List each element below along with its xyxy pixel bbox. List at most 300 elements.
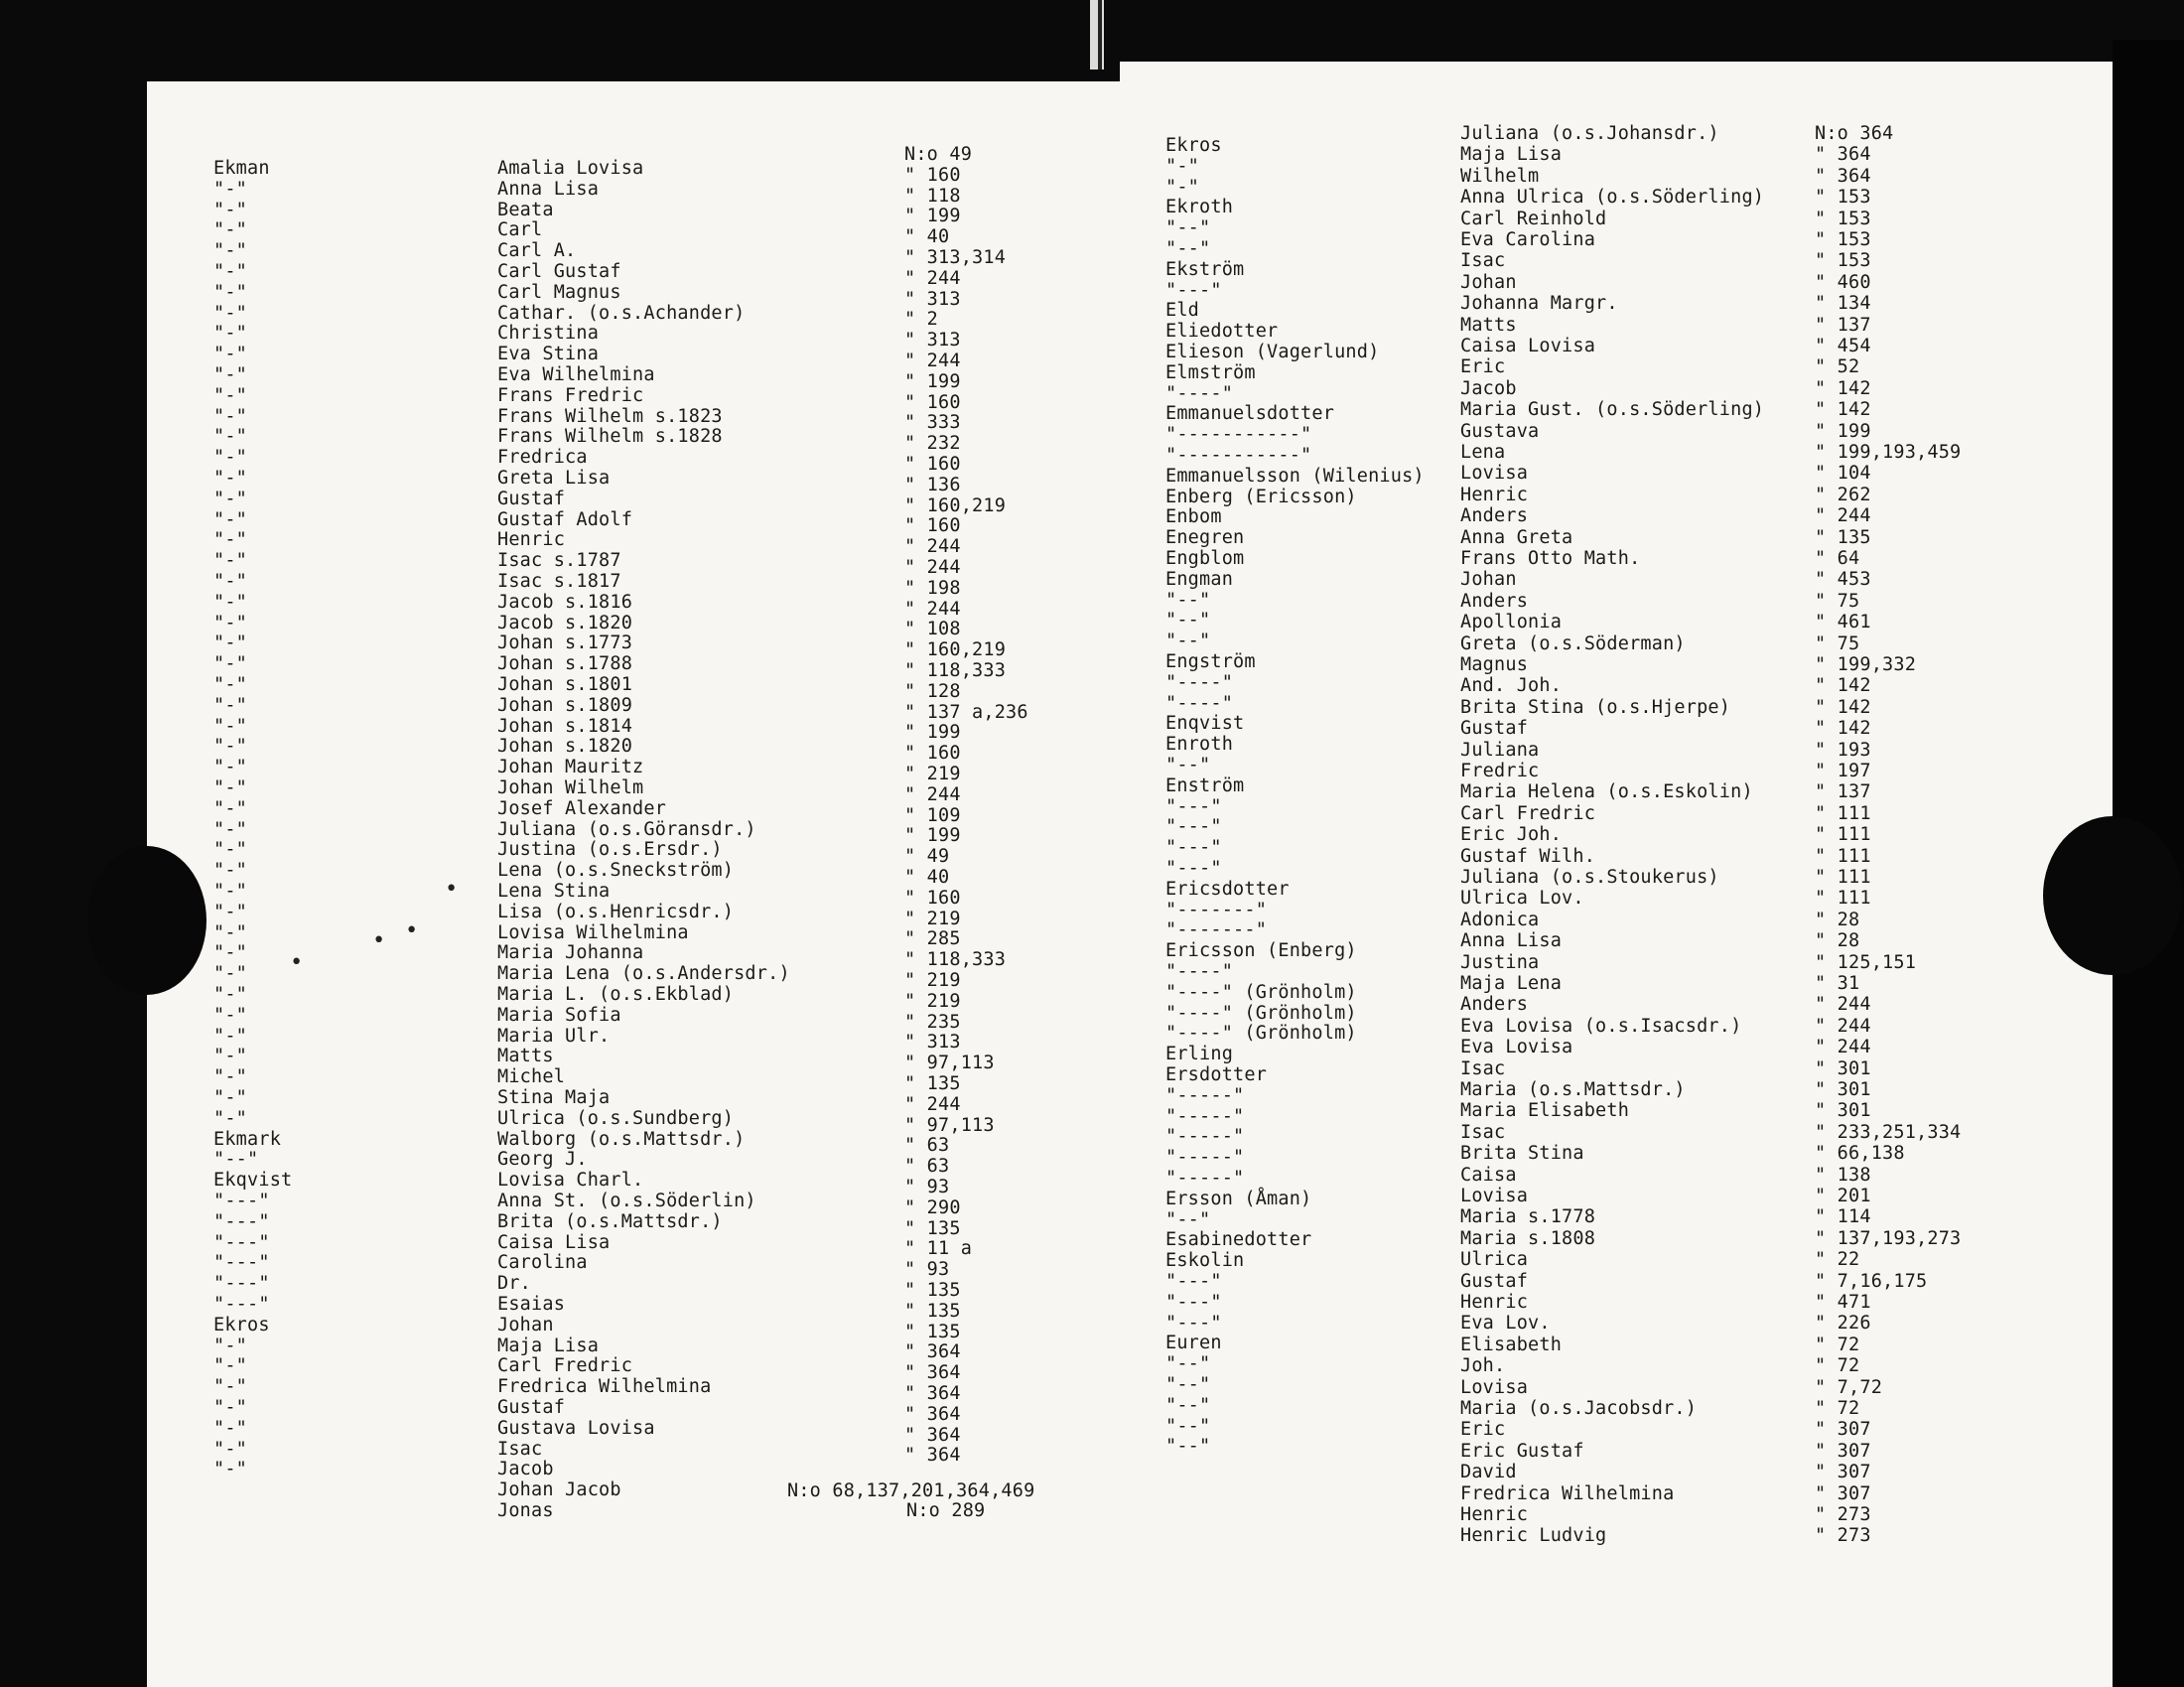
index-entry: Jacob — [1460, 377, 1517, 399]
index-entry: "-" — [213, 302, 248, 324]
index-entry: " 307 — [1815, 1482, 1871, 1504]
index-entry: Ekman — [213, 158, 270, 179]
index-entry: "---" — [213, 1191, 270, 1211]
index-entry: Lena (o.s.Sneckström) — [497, 860, 735, 882]
index-entry: Gustaf — [497, 488, 566, 509]
index-entry: " 2 — [904, 309, 939, 331]
index-entry: "-" — [213, 384, 248, 406]
index-entry: " 160 — [904, 515, 961, 537]
index-entry: Isac — [1460, 250, 1506, 272]
index-entry: " 232 — [904, 433, 961, 455]
index-entry: Juliana — [1460, 739, 1540, 761]
index-entry: Johan s.1773 — [497, 633, 633, 654]
ink-dot: • — [445, 877, 459, 902]
index-entry: "-----------" — [1165, 445, 1312, 466]
index-entry: " 111 — [1815, 824, 1871, 846]
index-entry: Gustava — [1460, 420, 1540, 442]
index-entry: Eva Carolina — [1460, 229, 1596, 250]
index-entry: Justina — [1460, 951, 1540, 973]
index-entry: "-" — [213, 984, 248, 1005]
index-entry: Apollonia — [1460, 612, 1563, 633]
index-entry: Johan s.1814 — [497, 715, 633, 737]
index-entry: Eric — [1460, 1419, 1506, 1441]
index-entry: Maria Gust. (o.s.Söderling) — [1460, 399, 1765, 421]
index-entry: Maria (o.s.Jacobsdr.) — [1460, 1398, 1698, 1419]
index-entry: " 313 — [904, 288, 961, 310]
index-entry: Carl Fredric — [1460, 802, 1596, 824]
index-entry: Ulrica (o.s.Sundberg) — [497, 1107, 735, 1129]
index-entry: Gustaf — [497, 1397, 566, 1418]
index-entry: " 7,16,175 — [1815, 1270, 1928, 1292]
index-entry: Carl Fredric — [497, 1355, 633, 1377]
index-entry: Johan s.1801 — [497, 674, 633, 695]
index-entry: Engström — [1165, 651, 1256, 672]
index-entry: Eva Stina — [497, 344, 600, 365]
index-entry: " 118,333 — [904, 949, 1007, 971]
index-entry: Ekström — [1165, 258, 1245, 280]
index-entry: "-" — [213, 1004, 248, 1026]
index-entry: Brita Stina (o.s.Hjerpe) — [1460, 696, 1731, 718]
index-entry: " 111 — [1815, 845, 1871, 867]
index-entry: " 97,113 — [904, 1053, 995, 1074]
index-entry: "---" — [1165, 816, 1222, 838]
index-entry: " 66,138 — [1815, 1143, 1905, 1165]
index-entry: Josef Alexander — [497, 797, 667, 819]
index-entry: Matts — [1460, 314, 1517, 336]
index-entry: Frans Otto Math. — [1460, 548, 1641, 569]
index-entry: " 364 — [1815, 165, 1871, 187]
index-entry: " 93 — [904, 1177, 950, 1197]
extra-reference-1: N:o 68,137,201,364,469 — [787, 1480, 1035, 1501]
index-entry: " 114 — [1815, 1206, 1871, 1228]
index-entry: " 108 — [904, 619, 961, 640]
index-entry: " 364 — [904, 1424, 961, 1446]
index-entry: Enström — [1165, 774, 1245, 796]
index-entry: "-" — [213, 674, 248, 695]
ink-dot: • — [405, 918, 419, 943]
index-entry: Brita (o.s.Mattsdr.) — [497, 1210, 723, 1232]
index-entry: Ekroth — [1165, 197, 1234, 218]
index-entry: " 31 — [1815, 973, 1860, 994]
index-entry: Ekmark — [213, 1128, 282, 1150]
index-entry: "-" — [213, 550, 248, 572]
index-entry: " 244 — [1815, 1015, 1871, 1037]
index-entry: "-" — [213, 653, 248, 675]
index-entry: Lovisa Wilhelmina — [497, 921, 689, 943]
index-entry: "---" — [213, 1231, 270, 1253]
index-entry: "-----" — [1165, 1105, 1245, 1127]
index-entry: Lovisa — [1460, 1186, 1529, 1206]
index-entry: " 233,251,334 — [1815, 1121, 1962, 1143]
index-entry: Gustaf Adolf — [497, 508, 633, 530]
index-entry: "-" — [213, 1355, 248, 1377]
index-entry: "-" — [213, 1417, 248, 1439]
index-entry: " 197 — [1815, 761, 1871, 781]
index-entry: " 135 — [1815, 526, 1871, 548]
index-entry: "---" — [1165, 837, 1222, 859]
index-entry: "-" — [213, 529, 248, 551]
index-entry: Gustava Lovisa — [497, 1417, 655, 1439]
index-entry: Adonica — [1460, 909, 1540, 930]
index-entry: " 97,113 — [904, 1114, 995, 1136]
index-entry: " 75 — [1815, 590, 1860, 612]
index-entry: Frans Fredric — [497, 384, 644, 406]
index-entry: Anna Lisa — [497, 178, 600, 200]
index-entry: Jacob — [497, 1459, 554, 1480]
index-entry: "-" — [213, 1046, 248, 1067]
index-entry: " 142 — [1815, 399, 1871, 421]
index-entry: "---" — [1165, 1271, 1222, 1292]
index-entry: " 273 — [1815, 1525, 1871, 1547]
index-entry: Fredrica — [497, 447, 588, 469]
index-entry: Anna Ulrica (o.s.Söderling) — [1460, 187, 1765, 209]
index-entry: " 219 — [904, 908, 961, 929]
index-entry: "--" — [213, 1149, 259, 1171]
index-entry: Johan — [497, 1314, 554, 1336]
index-entry: Eric — [1460, 356, 1506, 378]
index-entry: Enegren — [1165, 527, 1245, 549]
index-entry: " 199 — [1815, 420, 1871, 442]
index-entry: "-" — [213, 219, 248, 241]
index-entry: "-" — [213, 364, 248, 385]
left-page — [147, 81, 1120, 1687]
index-entry: Euren — [1165, 1333, 1222, 1354]
index-entry: Esaias — [497, 1294, 566, 1315]
index-entry: " 72 — [1815, 1355, 1860, 1377]
index-entry: " 153 — [1815, 229, 1871, 250]
index-entry: " 364 — [904, 1341, 961, 1363]
index-entry: "---" — [213, 1252, 270, 1274]
index-entry: "-" — [213, 1025, 248, 1047]
index-entry: Henric — [1460, 484, 1529, 505]
index-entry: " 52 — [1815, 356, 1860, 378]
index-entry: Henric — [497, 529, 566, 551]
index-entry: "-" — [213, 240, 248, 262]
index-entry: "-" — [213, 921, 248, 943]
index-entry: Lovisa — [1460, 1376, 1529, 1398]
index-entry: " 235 — [904, 1011, 961, 1033]
index-entry: " 471 — [1815, 1292, 1871, 1313]
index-entry: Johan Mauritz — [497, 757, 644, 778]
index-entry: Carl Gustaf — [497, 261, 621, 282]
index-entry: Erling — [1165, 1044, 1234, 1065]
index-entry: "-" — [213, 881, 248, 902]
index-entry: "--" — [1165, 1374, 1211, 1395]
index-entry: Gustaf Wilh. — [1460, 845, 1596, 867]
index-entry: " 160 — [904, 454, 961, 475]
index-entry: "-" — [213, 694, 248, 716]
index-entry: Ekros — [213, 1314, 270, 1336]
index-entry: "----" (Grönholm) — [1165, 1023, 1357, 1045]
index-entry: Ersson (Åman) — [1165, 1188, 1312, 1209]
index-entry: " 135 — [904, 1217, 961, 1239]
index-entry: "--" — [1165, 1208, 1211, 1230]
index-entry: " 244 — [904, 557, 961, 578]
index-entry: "---" — [1165, 279, 1222, 301]
index-entry: "-" — [213, 1335, 248, 1356]
index-entry: "----" — [1165, 671, 1234, 693]
index-entry: " 111 — [1815, 867, 1871, 888]
index-entry: Isac s.1817 — [497, 571, 621, 592]
index-entry: " 364 — [904, 1403, 961, 1425]
index-entry: " 118,333 — [904, 660, 1007, 681]
index-entry: " 137 — [1815, 314, 1871, 336]
right-page — [1120, 62, 2113, 1687]
index-entry: " 142 — [1815, 718, 1871, 740]
ink-dot: • — [290, 950, 304, 975]
index-entry: Emmanuelsson (Wilenius) — [1165, 465, 1425, 487]
index-entry: "-" — [213, 468, 248, 489]
index-entry: Johan s.1809 — [497, 694, 633, 716]
index-entry: Ericsson (Enberg) — [1165, 940, 1357, 962]
index-entry: " 135 — [904, 1300, 961, 1322]
index-entry: "---" — [213, 1210, 270, 1232]
index-entry: " 111 — [1815, 802, 1871, 824]
index-entry: Maria Lena (o.s.Andersdr.) — [497, 963, 790, 985]
index-entry: Matts — [497, 1046, 554, 1067]
index-entry: "-" — [213, 199, 248, 220]
index-entry: Maria s.1778 — [1460, 1206, 1596, 1228]
index-entry: " 219 — [904, 970, 961, 991]
index-entry: " 7,72 — [1815, 1376, 1883, 1398]
index-entry: " 454 — [1815, 336, 1871, 356]
index-entry: Carl Magnus — [497, 281, 621, 303]
index-entry: "-" — [1165, 155, 1200, 177]
index-entry: Johanna Margr. — [1460, 293, 1618, 315]
index-entry: " 160 — [904, 887, 961, 909]
index-entry: Maja Lisa — [1460, 144, 1563, 166]
index-entry: " 364 — [904, 1445, 961, 1467]
index-entry: " 22 — [1815, 1249, 1860, 1271]
binding-hole — [87, 846, 206, 995]
index-entry: Henric — [1460, 1292, 1529, 1313]
index-entry: " 142 — [1815, 675, 1871, 697]
index-entry: "---" — [1165, 858, 1222, 879]
index-entry: Eva Wilhelmina — [497, 364, 655, 385]
index-entry: Enqvist — [1165, 713, 1245, 735]
index-entry: "-" — [213, 261, 248, 282]
index-entry: " 198 — [904, 577, 961, 599]
index-entry: Johan Jacob — [497, 1479, 621, 1501]
index-entry: " 301 — [1815, 1057, 1871, 1079]
index-entry: "--" — [1165, 631, 1211, 652]
index-entry: "-" — [213, 1107, 248, 1129]
index-entry: "----" — [1165, 692, 1234, 714]
index-entry: " 118 — [904, 185, 961, 207]
index-entry: Joh. — [1460, 1355, 1506, 1377]
index-entry: "-" — [213, 963, 248, 985]
index-entry: "-----" — [1165, 1168, 1245, 1189]
index-entry: Lovisa Charl. — [497, 1170, 644, 1192]
index-entry: " 135 — [904, 1073, 961, 1094]
index-entry: "-" — [213, 901, 248, 922]
index-entry: Eric Gustaf — [1460, 1440, 1584, 1462]
index-entry: "-" — [213, 1087, 248, 1108]
binding-hole — [2043, 816, 2182, 975]
index-entry: Isac — [1460, 1121, 1506, 1143]
index-entry: "-" — [213, 633, 248, 654]
index-entry: Maria s.1808 — [1460, 1227, 1596, 1249]
index-entry: " 262 — [1815, 484, 1871, 505]
index-entry: " 199,332 — [1815, 654, 1917, 675]
index-entry: " 313 — [904, 330, 961, 351]
index-entry: Maria Sofia — [497, 1004, 621, 1026]
index-entry: " 142 — [1815, 377, 1871, 399]
index-entry: "-" — [213, 281, 248, 303]
index-entry: Johan s.1788 — [497, 653, 633, 675]
index-entry: "-" — [213, 715, 248, 737]
index-entry: " 160 — [904, 391, 961, 413]
index-entry: " 364 — [904, 1362, 961, 1384]
index-entry: Ulrica Lov. — [1460, 888, 1584, 910]
index-entry: Michel — [497, 1066, 566, 1088]
index-entry: Cathar. (o.s.Achander) — [497, 302, 746, 324]
index-entry: David — [1460, 1462, 1517, 1483]
index-entry: " 193 — [1815, 739, 1871, 761]
index-entry: Emmanuelsdotter — [1165, 403, 1335, 425]
index-entry: "-" — [213, 777, 248, 798]
index-entry: Elmström — [1165, 361, 1256, 383]
index-entry: "--" — [1165, 1436, 1211, 1458]
index-entry: Beata — [497, 199, 554, 220]
index-entry: Johan — [1460, 569, 1517, 591]
index-entry: " 111 — [1815, 888, 1871, 910]
index-entry: " 244 — [1815, 505, 1871, 527]
index-entry: Engblom — [1165, 548, 1245, 569]
index-entry: " 461 — [1815, 612, 1871, 633]
index-entry: " 93 — [904, 1259, 950, 1281]
index-entry: Carl Reinhold — [1460, 208, 1607, 229]
index-entry: " 28 — [1815, 909, 1860, 930]
index-entry: Juliana (o.s.Göransdr.) — [497, 818, 756, 840]
index-entry: Eva Lov. — [1460, 1313, 1551, 1335]
index-entry: "-" — [213, 797, 248, 819]
index-entry: Georg J. — [497, 1149, 588, 1171]
index-entry: " 460 — [1815, 271, 1871, 293]
index-entry: " 160 — [904, 164, 961, 186]
index-entry: Isac — [497, 1438, 543, 1460]
index-entry: Isac — [1460, 1057, 1506, 1079]
index-entry: "-" — [213, 757, 248, 778]
index-entry: N:o 364 — [1815, 123, 1894, 144]
index-entry: " 199 — [904, 825, 961, 847]
index-entry: " 333 — [904, 412, 961, 434]
index-entry: " 104 — [1815, 463, 1871, 485]
index-entry: " 244 — [904, 267, 961, 289]
index-entry: Gustaf — [1460, 1270, 1529, 1292]
index-entry: Elisabeth — [1460, 1334, 1563, 1355]
index-entry: Anna Greta — [1460, 526, 1573, 548]
index-entry: " 160 — [904, 743, 961, 765]
ink-dot: • — [372, 928, 386, 953]
index-entry: "----" (Grönholm) — [1165, 1002, 1357, 1024]
index-entry: Eskolin — [1165, 1250, 1245, 1272]
index-entry: "-" — [213, 405, 248, 427]
index-entry: Maja Lena — [1460, 973, 1563, 994]
index-entry: "-" — [213, 818, 248, 840]
index-entry: " 285 — [904, 928, 961, 950]
index-entry: Eliedotter — [1165, 321, 1279, 343]
index-entry: Lena Stina — [497, 881, 611, 902]
index-entry: " 307 — [1815, 1419, 1871, 1441]
index-entry: "-" — [213, 426, 248, 448]
extra-reference-2: N:o 289 — [906, 1500, 986, 1521]
index-entry: Carolina — [497, 1252, 588, 1274]
index-entry: " 226 — [1815, 1313, 1871, 1335]
index-entry: " 290 — [904, 1196, 961, 1218]
index-entry: " 72 — [1815, 1334, 1860, 1355]
index-entry: Ulrica — [1460, 1249, 1529, 1271]
index-entry: Maria (o.s.Mattsdr.) — [1460, 1079, 1686, 1100]
index-entry: " 244 — [904, 1093, 961, 1115]
index-entry: " 128 — [904, 680, 961, 702]
index-entry: Johan Wilhelm — [497, 777, 644, 798]
index-entry: Eva Lovisa (o.s.Isacsdr.) — [1460, 1015, 1742, 1037]
index-entry: " 40 — [904, 226, 950, 248]
index-entry: Elieson (Vagerlund) — [1165, 342, 1380, 362]
index-entry: Lena — [1460, 442, 1506, 463]
index-entry: Brita Stina — [1460, 1143, 1584, 1165]
index-entry: Fredrica Wilhelmina — [497, 1376, 712, 1398]
index-entry: "-------" — [1165, 919, 1268, 941]
index-entry: "-" — [213, 1397, 248, 1418]
index-entry: Lovisa — [1460, 463, 1529, 485]
index-entry: " 301 — [1815, 1079, 1871, 1100]
index-entry: Carl — [497, 219, 543, 241]
index-entry: "-" — [213, 1066, 248, 1088]
index-entry: Christina — [497, 323, 600, 345]
index-entry: Lisa (o.s.Henricsdr.) — [497, 901, 735, 922]
index-entry: " 136 — [904, 474, 961, 495]
index-entry: Carl A. — [497, 240, 577, 262]
index-entry: Johan — [1460, 271, 1517, 293]
index-entry: Johan s.1820 — [497, 736, 633, 758]
index-entry: " 125,151 — [1815, 951, 1917, 973]
index-entry: " 64 — [1815, 548, 1860, 569]
index-entry: " 153 — [1815, 250, 1871, 272]
index-entry: Frans Wilhelm s.1823 — [497, 405, 723, 427]
index-entry: " 153 — [1815, 208, 1871, 229]
index-entry: " 201 — [1815, 1186, 1871, 1206]
index-entry: "--" — [1165, 217, 1211, 239]
index-entry: Caisa — [1460, 1164, 1517, 1186]
index-entry: Henric — [1460, 1504, 1529, 1525]
index-entry: "--" — [1165, 610, 1211, 632]
index-entry: " 63 — [904, 1135, 950, 1157]
index-entry: " 313 — [904, 1032, 961, 1054]
index-entry: Justina (o.s.Ersdr.) — [497, 839, 723, 861]
index-entry: Walborg (o.s.Mattsdr.) — [497, 1128, 746, 1150]
index-entry: " 160,219 — [904, 494, 1007, 516]
index-entry: "-" — [213, 612, 248, 633]
index-entry: "--" — [1165, 1415, 1211, 1437]
index-entry: Enroth — [1165, 734, 1234, 756]
index-entry: " 135 — [904, 1321, 961, 1342]
index-entry: Ericsdotter — [1165, 878, 1290, 900]
index-entry: Maria Ulr. — [497, 1025, 611, 1047]
index-entry: Caisa Lovisa — [1460, 336, 1596, 356]
index-entry: " 199 — [904, 722, 961, 744]
index-entry: " 137 a,236 — [904, 701, 1028, 723]
index-entry: " 244 — [1815, 994, 1871, 1016]
index-entry: " 160,219 — [904, 639, 1007, 661]
index-entry: " 301 — [1815, 1100, 1871, 1122]
index-entry: " 313,314 — [904, 247, 1007, 268]
index-entry: Jacob s.1820 — [497, 612, 633, 633]
index-entry: " 244 — [904, 351, 961, 371]
index-entry: " 199 — [904, 206, 961, 227]
index-entry: " 307 — [1815, 1440, 1871, 1462]
